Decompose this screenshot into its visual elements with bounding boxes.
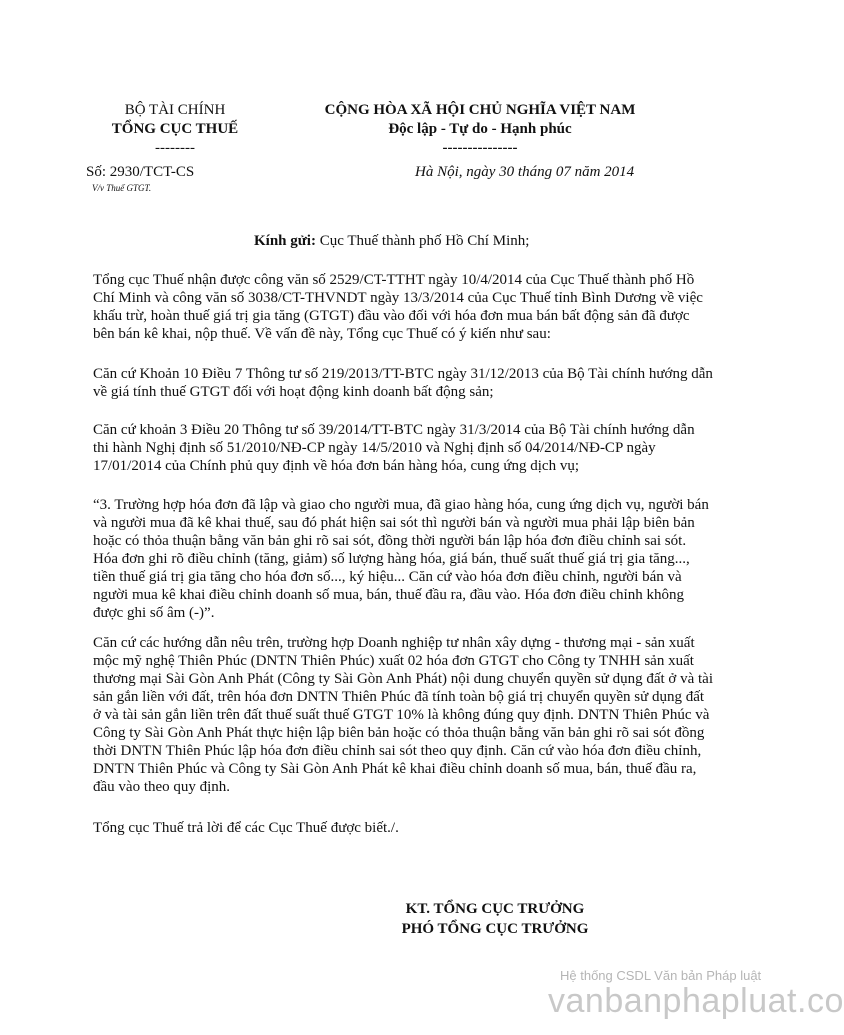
signature-line-1: KT. TỔNG CỤC TRƯỞNG (405, 901, 585, 917)
paragraph-closing: Tổng cục Thuế trả lời để các Cục Thuế được biết./. (93, 820, 399, 836)
recipient-line (254, 233, 529, 250)
paragraph-conclusion: Căn cứ các hướng dẫn nêu trên, trường hợp Doanh nghiệp tư nhân xây dựng - thương mại - sản xuất mộc mỹ nghệ Thiên Phúc (DNTN Thiên Phúc) xuất 02 hóa đơn GTGT cho Công ty TNHH sản xuất thương mại Sài Gòn Anh Phát (Công ty Sài Gòn Anh Phát) nội dung chuyển quyền sử dụng đất ở và tài sản gắn liền với đất, trên hóa đơn DNTN Thiên Phúc đã tính toàn bộ giá trị chuyển quyền sử dụng đất ở và tài sản gắn liền trên đất thuế suất thuế GTGT 10% là không đúng quy định. DNTN Thiên Phúc và Công ty Sài Gòn Anh Phát thực hiện lập biên bản hoặc có thỏa thuận bằng văn bản ghi rõ sai sót đồng thời DNTN Thiên Phúc lập hóa đơn điều chỉnh sai sót theo quy định. Căn cứ vào hóa đơn điều chỉnh, DNTN Thiên Phúc và Công ty Sài Gòn Anh Phát kê khai điều chỉnh doanh số mua, bán, thuế đầu ra, đầu vào theo quy định. (93, 635, 713, 795)
watermark-caption: Hệ thống CSDL Văn bản Pháp luật (560, 968, 762, 983)
ministry-name: BỘ TÀI CHÍNH (124, 102, 226, 118)
document-subject: V/v Thuế GTGT. (92, 183, 152, 193)
left-rule: -------- (155, 140, 195, 156)
signature-block (340, 899, 650, 939)
paragraph-intro: Tổng cục Thuế nhận được công văn số 2529/CT-TTHT ngày 10/4/2014 của Cục Thuế thành phố Hồ Chí Minh và công văn số 3038/CT-THVNDT ngày 13/3/2014 của Cục Thuế tỉnh Bình Dương về việc khấu trừ, hoàn thuế giá trị gia tăng (GTGT) đầu vào đối với hóa đơn mua bán bất động sản đã được bên bán kê khai, nộp thuế. Về vấn đề này, Tổng cục Thuế có ý kiến như sau: (93, 272, 703, 342)
country-name: CỘNG HÒA XÃ HỘI CHỦ NGHĨA VIỆT NAM (324, 102, 636, 118)
paragraph-quote: “3. Trường hợp hóa đơn đã lập và giao cho người mua, đã giao hàng hóa, cung ứng dịch vụ, người bán và người mua đã kê khai thuế, sau đó phát hiện sai sót thì người bán và người mua phải lập biên bản hoặc có thỏa thuận bằng văn bản ghi rõ sai sót, đồng thời người bán lập hóa đơn điều chỉnh sai sót. Hóa đơn ghi rõ điều chỉnh (tăng, giảm) số lượng hàng hóa, giá bán, thuế suất thuế giá trị gia tăng..., tiền thuế giá trị gia tăng cho hóa đơn số..., ký hiệu... Căn cứ vào hóa đơn điều chỉnh, người bán và người mua kê khai điều chỉnh doanh số mua, bán, thuế đầu ra, đầu vào. Hóa đơn điều chỉnh không được ghi số âm (-)”. (93, 497, 709, 621)
national-header (300, 101, 660, 158)
recipient-name: Cục Thuế thành phố Hồ Chí Minh; (319, 233, 530, 249)
watermark-domain: vanbanphapluat.co (548, 982, 844, 1020)
paragraph-basis-2: Căn cứ khoản 3 Điều 20 Thông tư số 39/2014/TT-BTC ngày 31/3/2014 của Bộ Tài chính hướng dẫn thi hành Nghị định số 51/2010/NĐ-CP ngày 14/5/2010 và Nghị định số 04/2014/NĐ-CP ngày 17/01/2014 của Chính phủ quy định về hóa đơn bán hàng hóa, cung ứng dịch vụ; (93, 422, 695, 474)
department-name: TỔNG CỤC THUẾ (111, 121, 239, 137)
motto: Độc lập - Tự do - Hạnh phúc (388, 121, 572, 137)
signature-line-2: PHÓ TỔNG CỤC TRƯỞNG (401, 921, 589, 937)
recipient-label: Kính gửi: (254, 233, 316, 249)
right-rule: --------------- (442, 140, 518, 156)
issuer-block (60, 101, 290, 158)
place-date: Hà Nội, ngày 30 tháng 07 năm 2014 (415, 164, 635, 180)
document-number: Số: 2930/TCT-CS (86, 164, 195, 180)
paragraph-basis-1: Căn cứ Khoản 10 Điều 7 Thông tư số 219/2013/TT-BTC ngày 31/12/2013 của Bộ Tài chính hướng dẫn về giá tính thuế GTGT đối với hoạt động kinh doanh bất động sản; (93, 366, 713, 400)
